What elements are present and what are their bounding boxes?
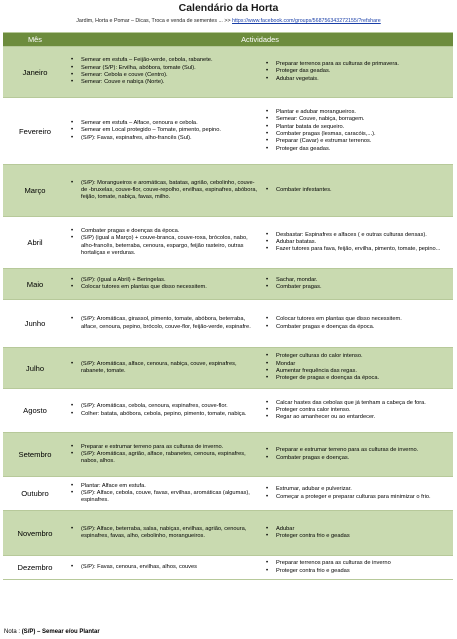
activity-item: • (S/P): Favas, cenoura, ervilhas, alhos, couves bbox=[81, 564, 260, 571]
activity-list bbox=[262, 186, 453, 195]
activity-item: • Adubar batatas. bbox=[276, 239, 451, 246]
activity-item: • Proteger contra frio e geadas bbox=[276, 568, 451, 575]
activity-item: • Combater pragas. bbox=[276, 284, 451, 291]
activity-item: • (S/P): Aromáticas, cebola, cenoura, espinafres, couve-flor. bbox=[81, 403, 260, 410]
activity-list bbox=[67, 482, 262, 506]
activity-item: • Colher: batata, abóbora, cebola, pepino, pimento, tomate, nabiça. bbox=[81, 411, 260, 418]
activity-item: • (S/P): Aromáticas, girassol, pimento, tomate, abóbora, beterraba, alface, cenoura, pepino, brócolo, couve-flor, feijão-verde, espinafre. bbox=[81, 316, 260, 331]
sowing-activities bbox=[67, 556, 262, 580]
month-name: Fevereiro bbox=[3, 98, 67, 165]
month-name: Outubro bbox=[3, 477, 67, 511]
activity-item: • Semear em estufa – Feijão-verde, cebola, rabanete. bbox=[81, 57, 260, 64]
month-column-header: Mês bbox=[3, 33, 67, 47]
activity-list bbox=[262, 399, 453, 423]
activity-list bbox=[262, 559, 453, 576]
care-activities bbox=[262, 477, 453, 511]
activity-item: • (S/P): Favas, espinafres, alho-francês (Sul). bbox=[81, 135, 260, 142]
care-activities bbox=[262, 217, 453, 269]
activity-list bbox=[262, 231, 453, 255]
activity-list bbox=[262, 276, 453, 293]
month-name: Dezembro bbox=[3, 556, 67, 580]
activity-item: • Combater infestantes. bbox=[276, 187, 451, 194]
activity-item: • Proteger das geadas. bbox=[276, 68, 451, 75]
footnote-legend: (S/P) – Semear e/ou Plantar bbox=[21, 629, 100, 635]
care-activities bbox=[262, 98, 453, 165]
subtitle-text: Jardim, Horta e Pomar – Dicas, Troca e venda de sementes ... >> bbox=[76, 18, 233, 24]
month-row bbox=[3, 556, 453, 580]
care-activities bbox=[262, 433, 453, 477]
month-row bbox=[3, 511, 453, 556]
activity-list bbox=[262, 108, 453, 154]
activity-list bbox=[262, 352, 453, 383]
activity-item: • (S/P): Aromáticas, alface, cenoura, nabiça, couve, espinafres, rabanete, tomate. bbox=[81, 361, 260, 376]
activity-item: • Combater pragas e doenças da época. bbox=[81, 228, 260, 235]
activity-list bbox=[67, 443, 262, 467]
activity-item: • Fazer tutores para fava, feijão, ervilha, pimento, tomate, pepino... bbox=[276, 246, 451, 253]
facebook-group-link[interactable]: https://www.facebook.com/groups/568756343272155/?refshare bbox=[232, 18, 381, 24]
activity-item: • Semear: Couve e nabiça (Norte). bbox=[81, 79, 260, 86]
activity-item: • Semear em estufa – Alface, cenoura e cebola. bbox=[81, 120, 260, 127]
month-row bbox=[3, 47, 453, 98]
activity-list bbox=[67, 563, 262, 572]
activity-item: • Plantar e adubar morangueiros. bbox=[276, 109, 451, 116]
activity-item: • Proteger contra calor intenso. bbox=[276, 407, 451, 414]
month-row bbox=[3, 300, 453, 348]
sowing-activities bbox=[67, 477, 262, 511]
activity-item: • Proteger de pragas e doenças da época. bbox=[276, 375, 451, 382]
month-name: Agosto bbox=[3, 389, 67, 433]
activity-item: • Colocar tutores em plantas que disso necessitem. bbox=[276, 316, 451, 323]
sowing-activities bbox=[67, 165, 262, 217]
activity-list bbox=[262, 60, 453, 84]
activity-item: • Plantar: Alface em estufa. bbox=[81, 483, 260, 490]
activity-list bbox=[67, 402, 262, 419]
activity-item: • Aumentar frequência das regas. bbox=[276, 368, 451, 375]
activity-item: • Desbastar: Espinafres e alfaces ( e outras culturas densas). bbox=[276, 232, 451, 239]
activity-list bbox=[67, 525, 262, 542]
sowing-activities bbox=[67, 269, 262, 300]
month-row bbox=[3, 389, 453, 433]
activity-item: • Calcar hastes das cebolas que já tenham a cabeça de fora. bbox=[276, 400, 451, 407]
activity-item: • Combater pragas e doenças da época. bbox=[276, 324, 451, 331]
activity-item: • Preparar terrenos para as culturas de inverno bbox=[276, 560, 451, 567]
activity-item: • Preparar e estrumar terreno para as culturas de inverno. bbox=[276, 447, 451, 454]
activity-list bbox=[67, 119, 262, 143]
activity-item: • Proteger culturas do calor intenso. bbox=[276, 353, 451, 360]
activity-item: • Adubar vegetais. bbox=[276, 76, 451, 83]
activity-item: • Mondar bbox=[276, 361, 451, 368]
care-activities bbox=[262, 269, 453, 300]
garden-calendar-table bbox=[3, 32, 453, 580]
month-name: Julho bbox=[3, 348, 67, 389]
activity-item: • Semear em Local protegido – Tomate, pimento, pepino. bbox=[81, 127, 260, 134]
care-activities bbox=[262, 300, 453, 348]
sowing-activities bbox=[67, 47, 262, 98]
page-title: Calendário da Horta bbox=[178, 2, 279, 14]
month-name: Abril bbox=[3, 217, 67, 269]
care-activities bbox=[262, 511, 453, 556]
sowing-activities bbox=[67, 389, 262, 433]
activity-item: • Começar a proteger e preparar culturas para minimizar o frio. bbox=[276, 494, 451, 501]
activity-item: • Estrumar, adubar e pulverizar. bbox=[276, 486, 451, 493]
month-name: Maio bbox=[3, 269, 67, 300]
month-row bbox=[3, 217, 453, 269]
month-name: Junho bbox=[3, 300, 67, 348]
activity-list bbox=[67, 276, 262, 293]
sowing-activities bbox=[67, 217, 262, 269]
activity-item: • Regar ao amanhecer ou ao entardecer. bbox=[276, 414, 451, 421]
activity-list bbox=[262, 315, 453, 332]
activity-item: • Semear: Cebola e couve (Centro). bbox=[81, 72, 260, 79]
sowing-activities bbox=[67, 98, 262, 165]
month-name: Março bbox=[3, 165, 67, 217]
care-activities bbox=[262, 47, 453, 98]
activity-item: • Combater pragas e doenças. bbox=[276, 455, 451, 462]
page-subtitle bbox=[0, 18, 457, 24]
activity-item: • Proteger contra frio e geadas bbox=[276, 533, 451, 540]
sowing-activities bbox=[67, 300, 262, 348]
activity-item: • Preparar terrenos para as culturas de primavera. bbox=[276, 61, 451, 68]
month-row bbox=[3, 98, 453, 165]
activity-item: • (S/P): Morangueiros e aromáticas, batatas, agrião, cebolinho, couve-de -bruxelas, couve-flor, couve-repolho, ervilhas, espinafres, abóbora, feijão, tomate, nabiça, favas, milho. bbox=[81, 180, 260, 202]
activity-item: • Semear (S/P): Ervilha, abóbora, tomate (Sul). bbox=[81, 65, 260, 72]
activity-item: • Semear: Couve, nabiça, borragem. bbox=[276, 116, 451, 123]
care-activities bbox=[262, 389, 453, 433]
activity-list bbox=[67, 227, 262, 258]
calendar-rows bbox=[3, 47, 453, 580]
sowing-activities bbox=[67, 433, 262, 477]
care-activities bbox=[262, 348, 453, 389]
activity-item: • Combater pragas (lesmas, caracóis,...). bbox=[276, 131, 451, 138]
activity-item: • (S/P): Aromáticas, agrião, alface, rabanetes, cenoura, espinafres, nabos, alhos. bbox=[81, 451, 260, 466]
care-activities bbox=[262, 556, 453, 580]
activity-list bbox=[262, 446, 453, 463]
month-row bbox=[3, 165, 453, 217]
activity-item: • Adubar bbox=[276, 526, 451, 533]
activity-item: • Preparar e estrumar terreno para as culturas de inverno. bbox=[81, 444, 260, 451]
activity-item: • Plantar batata de sequeiro. bbox=[276, 124, 451, 131]
activity-item: • Preparar (Cavar) e estrumar terrenos. bbox=[276, 138, 451, 145]
footnote bbox=[4, 629, 100, 635]
activity-item: • Proteger das geadas. bbox=[276, 146, 451, 153]
activity-item: • Colocar tutores em plantas que disso necessitem. bbox=[81, 284, 260, 291]
activity-item: • (S/P) (igual a Março) + couve-branca, couve-roxa, brócolos, nabo, alho-francês, beterraba, cenoura, espargo, feijão rasteiro, outras hortaliças e verduras. bbox=[81, 235, 260, 257]
month-name: Janeiro bbox=[3, 47, 67, 98]
footnote-prefix: Nota : bbox=[4, 629, 22, 635]
month-row bbox=[3, 269, 453, 300]
month-row bbox=[3, 433, 453, 477]
care-activities bbox=[262, 165, 453, 217]
month-row bbox=[3, 348, 453, 389]
month-row bbox=[3, 477, 453, 511]
month-name: Setembro bbox=[3, 433, 67, 477]
activity-item: • Sachar, mondar. bbox=[276, 277, 451, 284]
activity-item: • (S/P): Alface, beterraba, salsa, nabiças, ervilhas, agrião, cenoura, espinafres, favas, alho, cebolinho, morangueiros. bbox=[81, 526, 260, 541]
activity-list bbox=[67, 360, 262, 377]
activity-list bbox=[262, 525, 453, 542]
month-name: Novembro bbox=[3, 511, 67, 556]
activity-item: • (S/P): (Igual a Abril) + Beringelas. bbox=[81, 277, 260, 284]
activity-list bbox=[67, 315, 262, 332]
sowing-activities bbox=[67, 348, 262, 389]
activity-list bbox=[262, 485, 453, 502]
activities-column-header: Actividades bbox=[67, 33, 453, 47]
activity-list bbox=[67, 179, 262, 203]
sowing-activities bbox=[67, 511, 262, 556]
activity-item: • (S/P): Alface, cebola, couve, favas, ervilhas, aromáticas (algumas), espinafres. bbox=[81, 490, 260, 505]
activity-list bbox=[67, 56, 262, 87]
